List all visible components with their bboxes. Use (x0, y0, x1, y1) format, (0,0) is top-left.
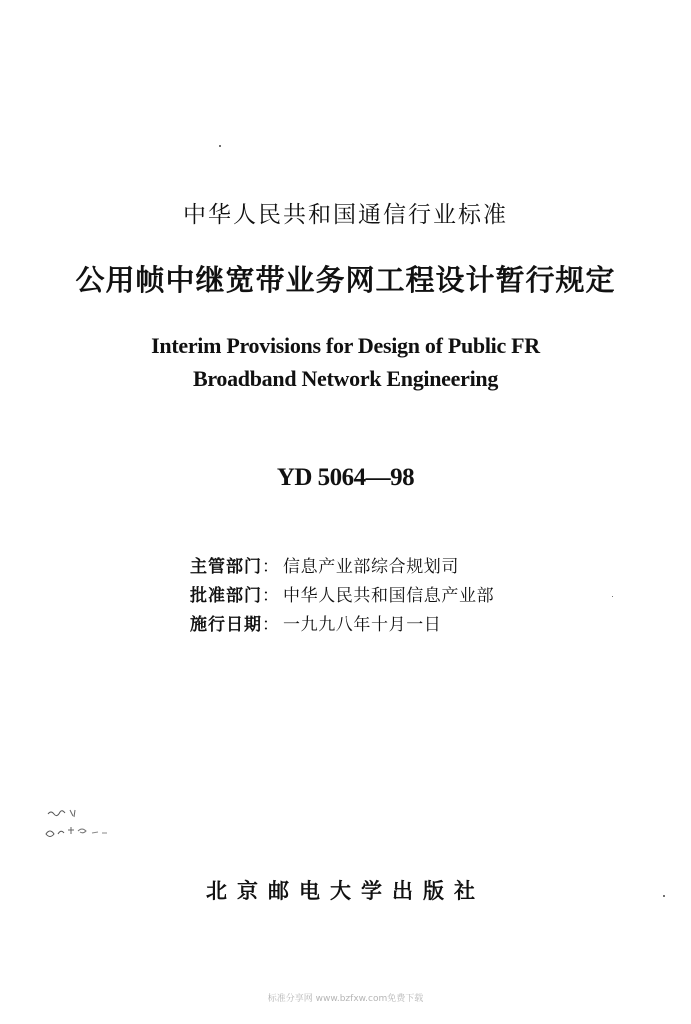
metadata-separator: ： (262, 586, 279, 606)
english-title-line-1: Interim Provisions for Design of Public FR (151, 333, 540, 358)
metadata-label: 批准部门 (190, 586, 262, 606)
metadata-row-effective-date (190, 611, 494, 640)
scan-speck (612, 596, 613, 597)
metadata-label: 主管部门 (190, 557, 262, 577)
metadata-separator: ： (262, 557, 279, 577)
site-watermark: 标准分享网 www.bzfxw.com免费下载 (267, 994, 424, 1004)
metadata-block (190, 553, 494, 640)
english-title-line-2: Broadband Network Engineering (192, 366, 499, 391)
metadata-row-authority (190, 553, 494, 582)
standard-type-heading: 中华人民共和国通信行业标准 (183, 202, 508, 228)
metadata-label: 施行日期 (190, 615, 262, 635)
scan-speck (219, 145, 221, 147)
chinese-title: 公用帧中继宽带业务网工程设计暂行规定 (75, 263, 616, 297)
metadata-separator: ： (262, 615, 279, 635)
metadata-row-approval (190, 582, 494, 611)
metadata-value: 中华人民共和国信息产业部 (283, 586, 495, 606)
publisher-name: 北京邮电大学出版社 (206, 879, 485, 903)
handwritten-scribble (40, 800, 130, 850)
metadata-value: 一九九八年十月一日 (283, 615, 442, 635)
standard-code: YD 5064—98 (276, 464, 415, 491)
metadata-value: 信息产业部综合规划司 (283, 557, 459, 577)
